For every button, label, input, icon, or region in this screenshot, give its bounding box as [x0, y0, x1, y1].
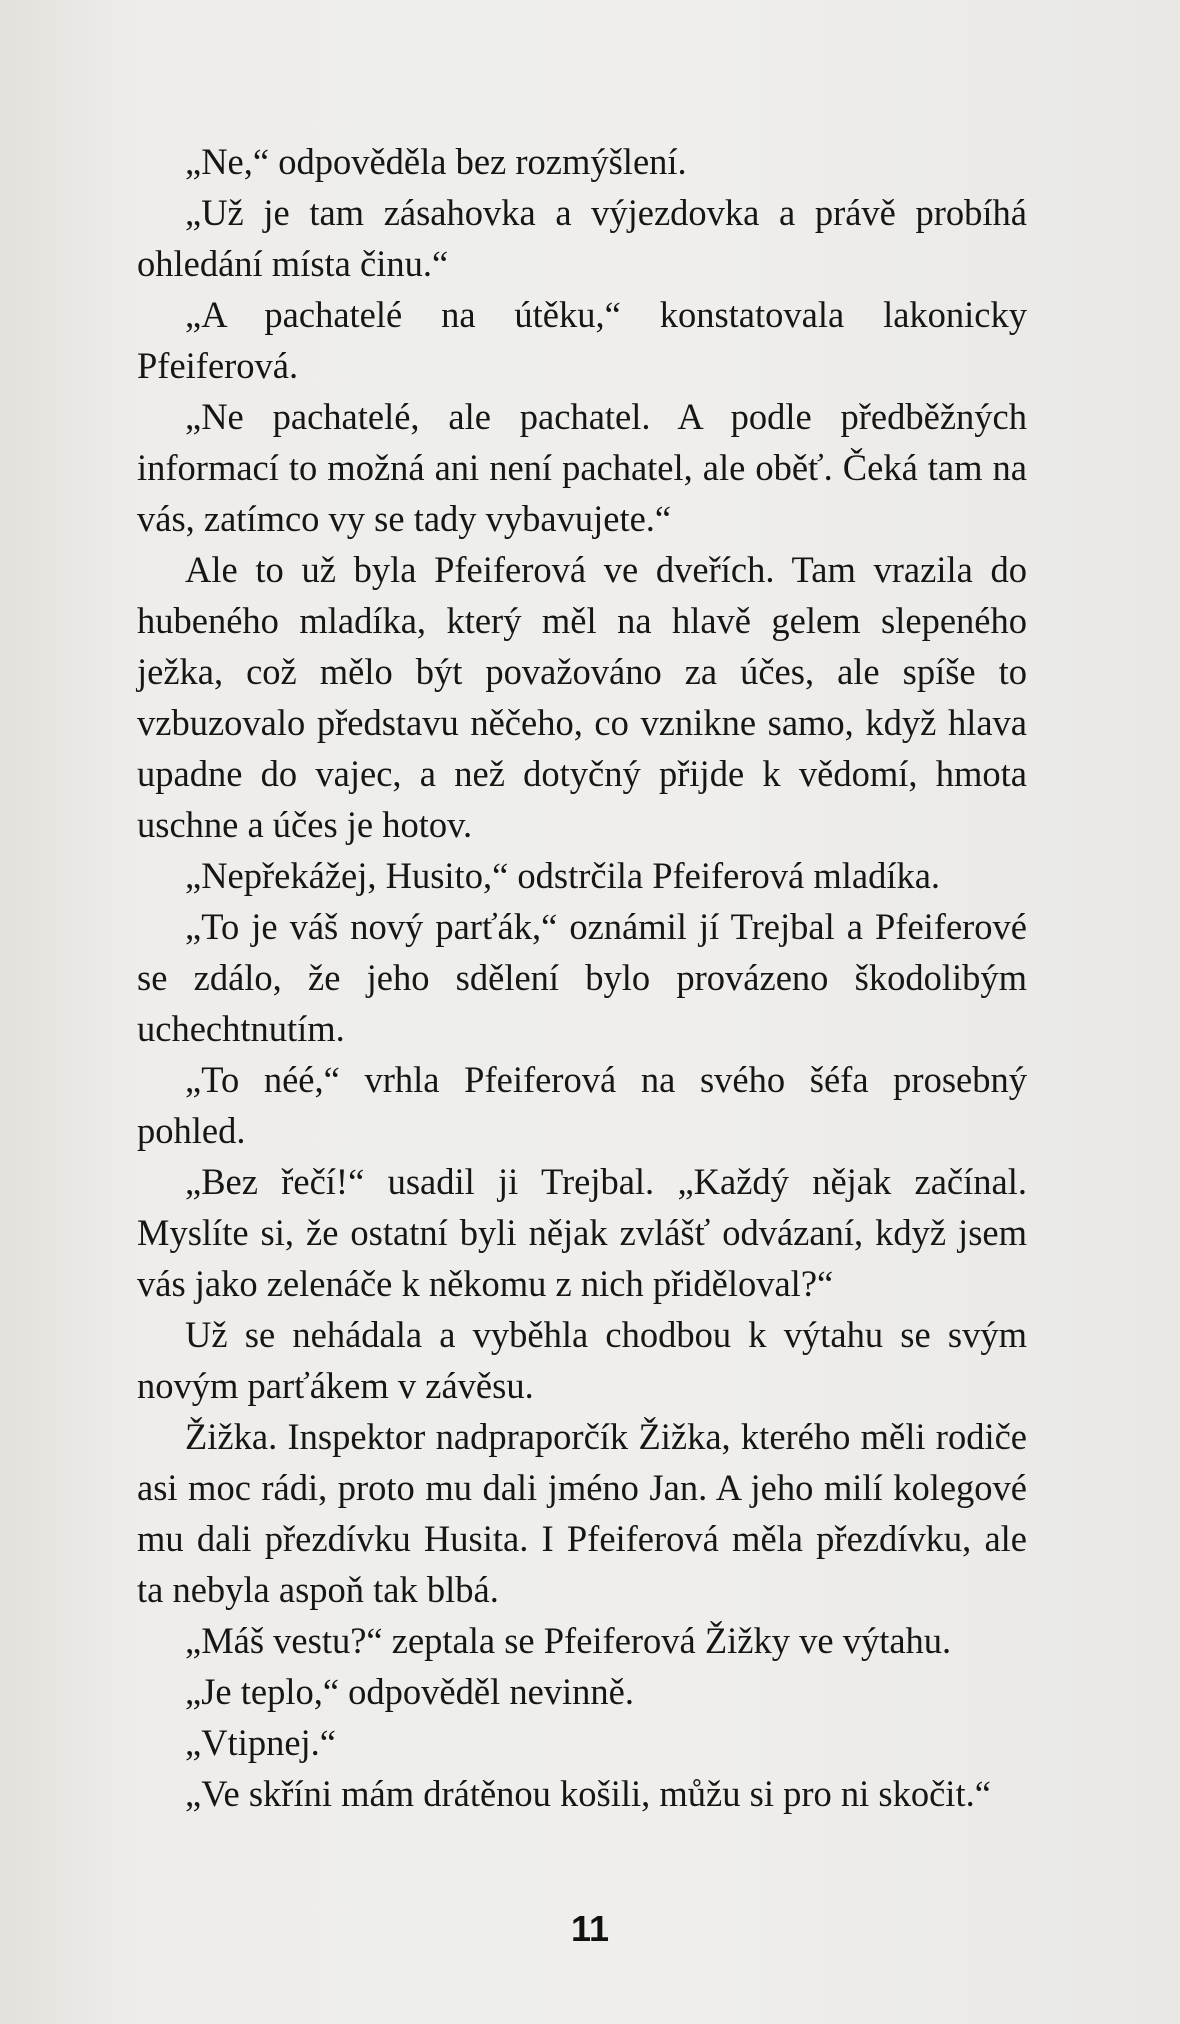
paragraph: „To néé,“ vrhla Pfeiferová na svého šéfa prosebný pohled.	[137, 1059, 1027, 1151]
paragraph: „Už je tam zásahovka a výjezdovka a právě probíhá ohledání místa činu.“	[137, 192, 1027, 284]
paragraph: „Ne pachatelé, ale pachatel. A podle předběžných informací to možná ani není pachatel, ale oběť. Čeká tam na vás, zatímco vy se tady vybavujete.“	[137, 396, 1027, 539]
page-number: 11	[570, 1908, 610, 1949]
paragraph: Už se nehádala a vyběhla chodbou k výtahu se svým novým parťákem v závěsu.	[137, 1314, 1027, 1406]
paragraph: „Bez řečí!“ usadil ji Trejbal. „Každý nějak začínal. Myslíte si, že ostatní byli nějak zvlášť odvázaní, když jsem vás jako zelenáče k někomu z nich přiděloval?“	[137, 1161, 1027, 1304]
paragraph: „A pachatelé na útěku,“ konstatovala lakonicky Pfeiferová.	[137, 294, 1027, 386]
paragraph: „Nepřekážej, Husito,“ odstrčila Pfeiferová mladíka.	[185, 855, 941, 896]
paragraph: „Máš vestu?“ zeptala se Pfeiferová Žižky ve výtahu.	[185, 1620, 952, 1661]
paragraph: „Ne,“ odpověděla bez rozmýšlení.	[185, 141, 687, 182]
paragraph: „Je teplo,“ odpověděl nevinně.	[185, 1671, 634, 1712]
paragraph: „To je váš nový parťák,“ oznámil jí Trejbal a Pfeiferové se zdálo, že jeho sdělení bylo provázeno škodolibým uchechtnutím.	[137, 906, 1027, 1049]
paragraph: „Vtipnej.“	[185, 1722, 337, 1763]
paragraph: „Ve skříni mám drátěnou košili, můžu si pro ni skočit.“	[185, 1773, 991, 1814]
paragraph: Ale to už byla Pfeiferová ve dveřích. Tam vrazila do hubeného mladíka, který měl na hlavě gelem slepeného ježka, což mělo být považováno za účes, ale spíše to vzbuzovalo představu něčeho, co vznikne samo, když hlava upadne do vajec, a než dotyčný přijde k vědomí, hmota uschne a účes je hotov.	[137, 549, 1027, 845]
paragraph: Žižka. Inspektor nadpraporčík Žižka, kterého měli rodiče asi moc rádi, proto mu dali jméno Jan. A jeho milí kolegové mu dali přezdívku Husita. I Pfeiferová měla přezdívku, ale ta nebyla aspoň tak blbá.	[137, 1416, 1027, 1610]
body-text	[137, 136, 1027, 1819]
